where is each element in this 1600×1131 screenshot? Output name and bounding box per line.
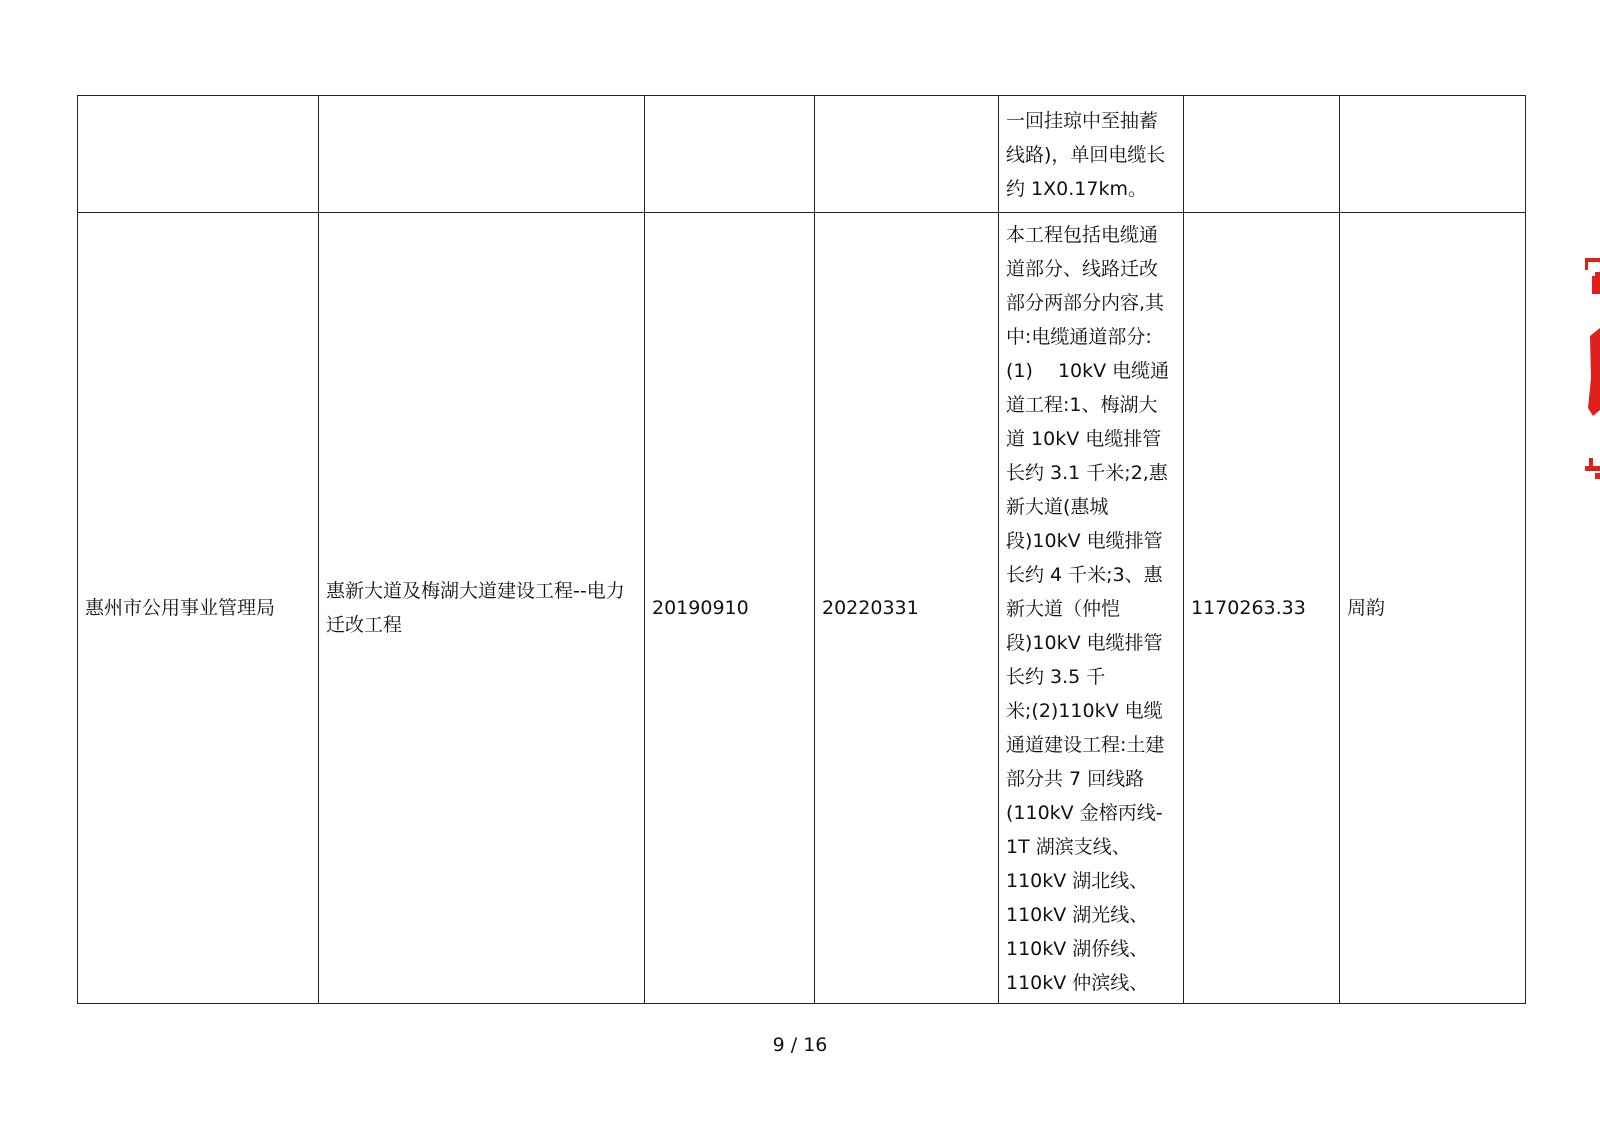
project-cell xyxy=(319,96,645,213)
start-date-cell: 20190910 xyxy=(645,213,815,1004)
description-cell xyxy=(999,213,1184,1004)
page-number: 9 / 16 xyxy=(772,1034,828,1056)
owner-cell xyxy=(78,96,319,213)
red-seal-fragment-icon xyxy=(1583,258,1600,488)
description-line: 段)10kV 电缆排管 xyxy=(1006,632,1163,654)
start-date-cell xyxy=(645,96,815,213)
amount-cell: 1170263.33 xyxy=(1184,213,1340,1004)
description-line: 道工程:1、梅湖大 xyxy=(1006,394,1158,416)
description-line: 110kV 湖侨线、 xyxy=(1006,938,1149,960)
table-row xyxy=(78,213,1526,1004)
description-line: 1T 湖滨支线、 xyxy=(1006,836,1131,858)
description-line: 约 1X0.17km。 xyxy=(1006,178,1147,200)
description-line: 道部分、线路迁改 xyxy=(1006,258,1159,280)
project-table xyxy=(77,95,1526,1004)
description-line: 110kV 湖北线、 xyxy=(1006,870,1149,892)
description-line: 中:电缆通道部分: xyxy=(1006,326,1152,348)
description-line: 通道建设工程:土建 xyxy=(1006,734,1165,756)
description-cell xyxy=(999,96,1184,213)
description-line: 新大道(惠城 xyxy=(1006,496,1109,518)
description-line: 一回挂琼中至抽蓄 xyxy=(1006,110,1159,132)
end-date-cell: 20220331 xyxy=(815,213,999,1004)
description-line: 米;(2)110kV 电缆 xyxy=(1006,700,1163,722)
description-line: 段)10kV 电缆排管 xyxy=(1006,530,1163,552)
description-line: 部分共 7 回线路 xyxy=(1006,768,1145,790)
table-row xyxy=(78,96,1526,213)
description-line: 本工程包括电缆通 xyxy=(1006,224,1159,246)
description-line: (1) 10kV 电缆通 xyxy=(1006,360,1170,382)
description-line: 新大道（仲恺 xyxy=(1006,598,1121,620)
owner-cell: 惠州市公用事业管理局 xyxy=(78,213,319,1004)
description-line: 110kV 湖光线、 xyxy=(1006,904,1149,926)
manager-cell: 周韵 xyxy=(1340,213,1526,1004)
description-line: 线路)，单回电缆长 xyxy=(1006,144,1166,166)
description-line: 道 10kV 电缆排管 xyxy=(1006,428,1162,450)
description-line: 长约 3.1 千米;2,惠 xyxy=(1006,462,1168,484)
end-date-cell xyxy=(815,96,999,213)
description-line: (110kV 金榕丙线- xyxy=(1006,802,1163,824)
amount-cell xyxy=(1184,96,1340,213)
description-line: 110kV 仲滨线、 xyxy=(1006,972,1149,994)
description-line: 长约 4 千米;3、惠 xyxy=(1006,564,1163,586)
project-cell: 惠新大道及梅湖大道建设工程--电力迁改工程 xyxy=(319,213,645,1004)
manager-cell xyxy=(1340,96,1526,213)
description-line: 长约 3.5 千 xyxy=(1006,666,1106,688)
description-line: 部分两部分内容,其 xyxy=(1006,292,1165,314)
